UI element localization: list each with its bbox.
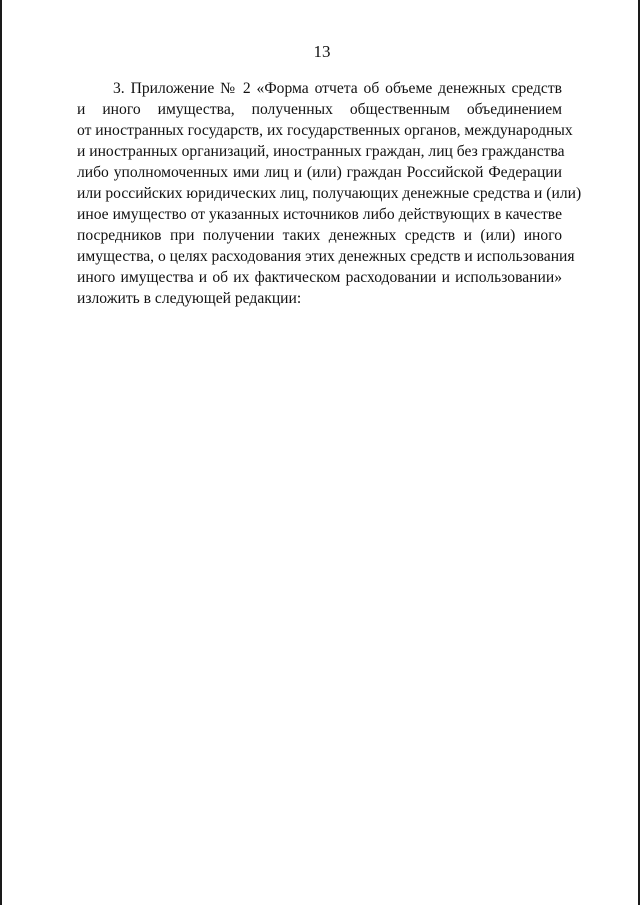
- paragraph-line: иное имущество от указанных источников либо действующих в качестве: [77, 206, 562, 223]
- paragraph-line: или российских юридических лиц, получающих денежные средства и (или): [77, 185, 582, 202]
- paragraph-line: имущества, о целях расходования этих денежных средств и использования: [77, 248, 575, 265]
- paragraph-line: изложить в следующей редакции:: [77, 290, 302, 307]
- paragraph-line: посредников при получении таких денежных средств и (или) иного: [77, 227, 562, 244]
- paragraph-line: и иного имущества, полученных общественным объединением: [77, 101, 562, 118]
- paragraph-line: 3. Приложение № 2 «Форма отчета об объеме денежных средств: [113, 80, 562, 97]
- amendment-paragraph: [77, 78, 582, 309]
- page-number: 13: [313, 42, 331, 61]
- paragraph-line: и иностранных организаций, иностранных граждан, лиц без гражданства: [77, 143, 565, 160]
- paragraph-line: иного имущества и об их фактическом расходовании и использовании»: [77, 269, 562, 286]
- paragraph-line: от иностранных государств, их государственных органов, международных: [77, 122, 573, 139]
- paragraph-line: либо уполномоченных ими лиц и (или) граждан Российской Федерации: [77, 164, 562, 181]
